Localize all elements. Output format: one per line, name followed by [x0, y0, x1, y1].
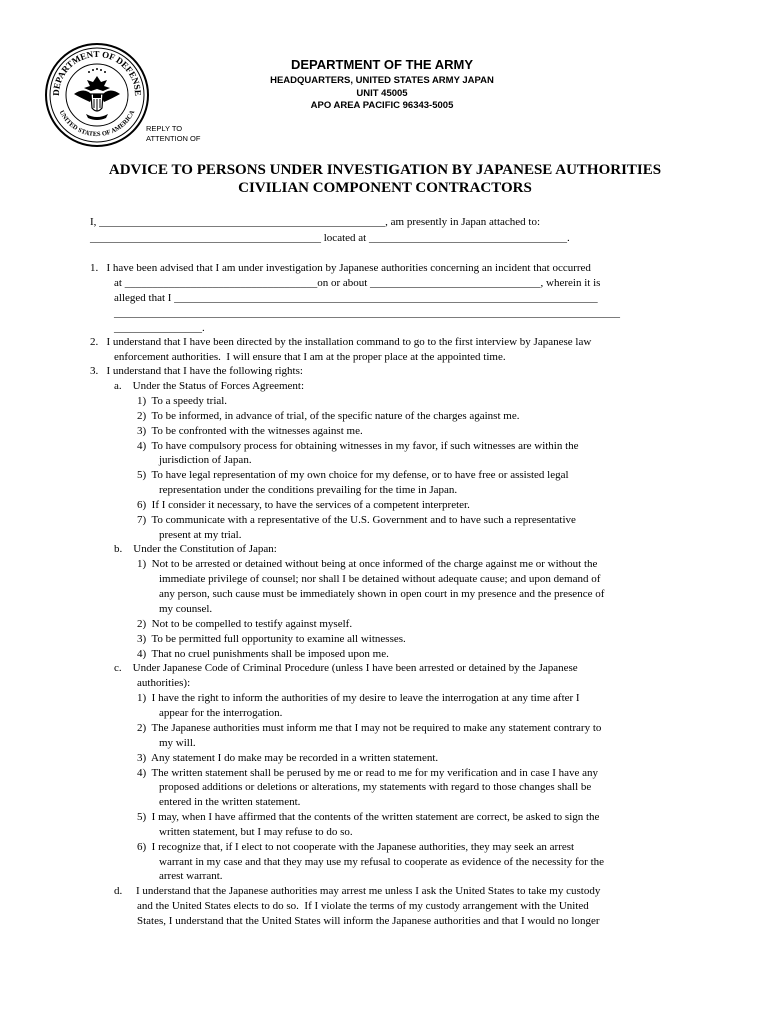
text-line: 1. I have been advised that I am under investigation by Japanese authorities concerning an incident that occurred	[90, 262, 591, 274]
text-line: proposed additions or deletions or alterations, my statements with regard to those changes shall be	[159, 781, 592, 793]
attention-of-label: ATTENTION OF	[146, 134, 201, 143]
text-line: 1) To a speedy trial.	[137, 395, 228, 407]
svg-text:DEPARTMENT OF DEFENSE: DEPARTMENT OF DEFENSE	[50, 48, 144, 97]
text-line: 3. I understand that I have the following rights:	[90, 365, 303, 377]
text-line: 4) To have compulsory process for obtaining witnesses in my favor, if such witnesses are within the	[137, 440, 579, 452]
text-line: 4) The written statement shall be perused by me or read to me for my verification and in case I have any	[137, 767, 599, 779]
text-line: 2. I understand that I have been directed by the installation command to go to the first interview by Japanese law	[90, 336, 592, 348]
text-line: 7) To communicate with a representative of the U.S. Government and to have such a representative	[137, 514, 576, 526]
text-line: I, ____________________________________________________, am presently in Japan attached to:	[90, 216, 541, 228]
text-line: States, I understand that the United States will inform the Japanese authorities and that I would no longer	[137, 915, 600, 927]
text-line: 2) To be informed, in advance of trial, of the specific nature of the charges against me.	[137, 410, 520, 422]
text-line: a. Under the Status of Forces Agreement:	[114, 380, 305, 392]
text-line: any person, such cause must be immediately shown in open court in my presence and the presence of	[159, 588, 605, 600]
text-line: 5) To have legal representation of my own choice for my defense, or to have free or assisted legal	[137, 469, 569, 481]
text-line: b. Under the Constitution of Japan:	[114, 543, 277, 555]
dod-seal-icon	[44, 42, 150, 148]
text-line: arrest warrant.	[159, 870, 223, 882]
text-line: 1) I have the right to inform the authorities of my desire to leave the interrogation at any time after I	[137, 692, 580, 704]
text-line: 6) I recognize that, if I elect to not cooperate with the Japanese authorities, they may seek an arrest	[137, 841, 575, 853]
text-line: c. Under Japanese Code of Criminal Procedure (unless I have been arrested or detained by the Japanese	[114, 662, 578, 674]
text-line: 2) Not to be compelled to testify against myself.	[137, 618, 353, 630]
text-line: authorities):	[137, 677, 191, 689]
text-line: appear for the interrogation.	[159, 707, 283, 719]
text-line: d. I understand that the Japanese authorities may arrest me unless I ask the United States to take my custody	[114, 885, 601, 897]
text-line: written statement, but I may refuse to do so.	[159, 826, 353, 838]
text-line: my will.	[159, 737, 196, 749]
text-line: and the United States elects to do so. If I violate the terms of my custody arrangement with the United	[137, 900, 589, 912]
text-line: present at my trial.	[159, 529, 242, 541]
text-line: 5) I may, when I have affirmed that the contents of the written statement are correct, be asked to sign the	[137, 811, 600, 823]
letterhead-apo: APO AREA PACIFIC 96343-5005	[310, 100, 454, 111]
text-line: entered in the written statement.	[159, 796, 301, 808]
text-line: immediate privilege of counsel; nor shall I be detained without adequate cause; and upon demand of	[159, 573, 601, 585]
text-line: my counsel.	[159, 603, 213, 615]
reply-to-label: REPLY TO	[146, 124, 183, 133]
text-line: 2) The Japanese authorities must inform me that I may not be required to make any statement contrary to	[137, 722, 602, 734]
svg-text:UNITED STATES OF AMERICA: UNITED STATES OF AMERICA	[57, 109, 137, 139]
text-line: enforcement authorities. I will ensure that I am at the proper place at the appointed time.	[114, 351, 506, 363]
document-title: ADVICE TO PERSONS UNDER INVESTIGATION BY JAPANESE AUTHORITIES	[108, 162, 662, 178]
text-line: warrant in my case and that they may use my refusal to cooperate as evidence of the necessity for the	[159, 856, 605, 868]
text-line: 3) To be permitted full opportunity to examine all witnesses.	[137, 633, 406, 645]
text-line: 3) To be confronted with the witnesses against me.	[137, 425, 363, 437]
text-line: jurisdiction of Japan.	[159, 454, 252, 466]
text-line: alleged that I _____________________________________________________________________________	[114, 292, 598, 304]
text-line: 6) If I consider it necessary, to have the services of a competent interpreter.	[137, 499, 470, 511]
text-line: 1) Not to be arrested or detained without being at once informed of the charge against me or without the	[137, 558, 598, 570]
text-line: representation under the conditions prevailing for the time in Japan.	[159, 484, 458, 496]
text-line: 4) That no cruel punishments shall be imposed upon me.	[137, 648, 389, 660]
letterhead-unit: UNIT 45005	[356, 88, 408, 99]
letterhead-department: DEPARTMENT OF THE ARMY	[291, 57, 473, 72]
text-line: at ___________________________________on or about _______________________________, wherein it is	[114, 277, 601, 289]
text-line: ____________________________________________________________________________________________	[114, 307, 620, 319]
text-line: 3) Any statement I do make may be recorded in a written statement.	[137, 752, 439, 764]
text-line: __________________________________________ located at ____________________________________.	[90, 232, 570, 244]
text-line: ________________.	[114, 322, 205, 334]
letterhead-headquarters: HEADQUARTERS, UNITED STATES ARMY JAPAN	[270, 75, 494, 86]
document-subtitle: CIVILIAN COMPONENT CONTRACTORS	[238, 180, 532, 196]
